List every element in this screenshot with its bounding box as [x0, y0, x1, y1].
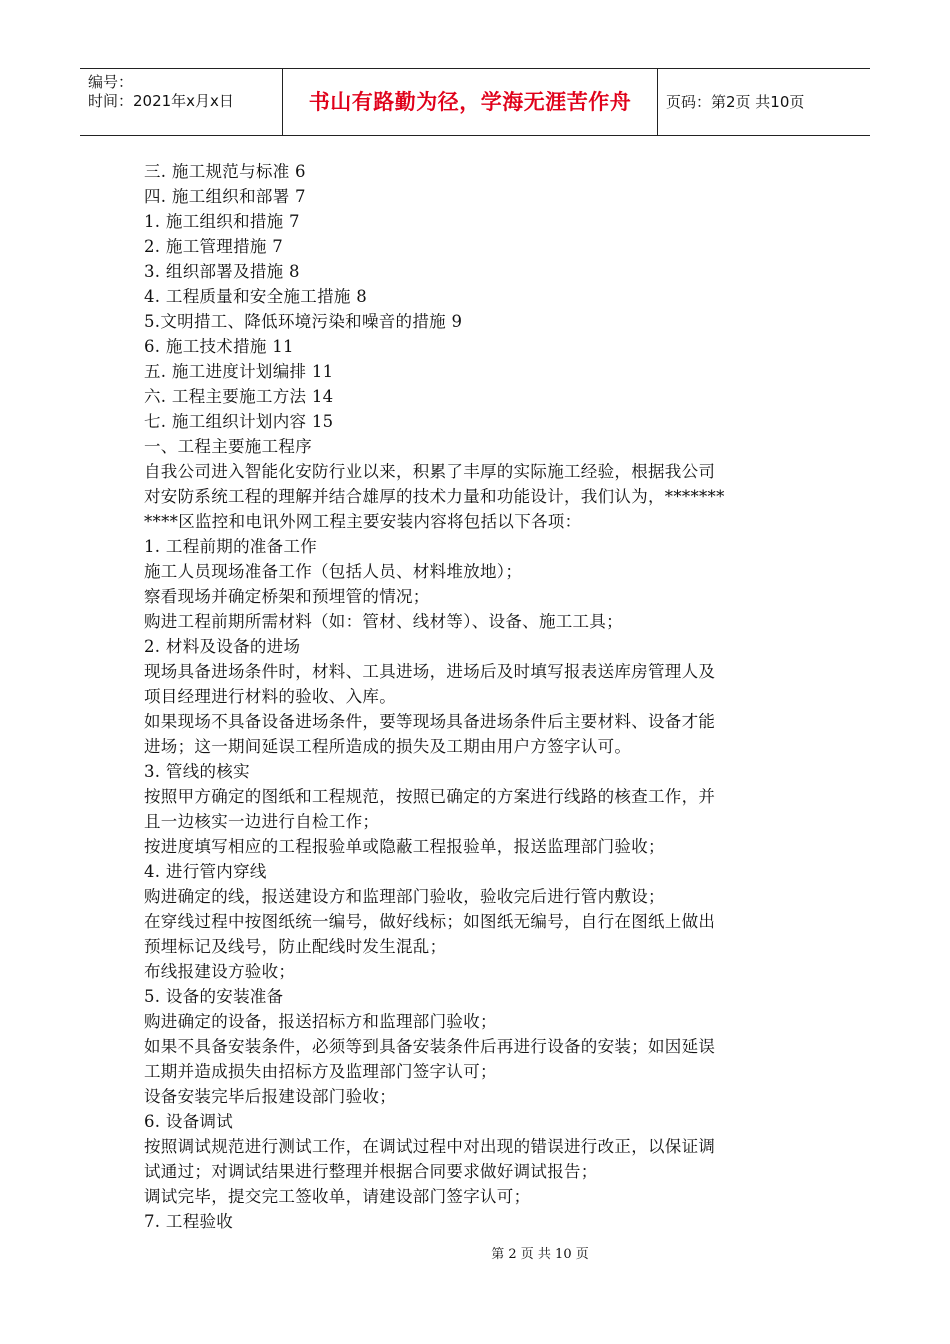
text-line: 现场具备进场条件时，材料、工具进场，进场后及时填写报表送库房管理人及 — [144, 662, 716, 681]
text-line: 如果现场不具备设备进场条件，要等现场具备进场条件后主要材料、设备才能 — [144, 712, 716, 731]
text-line: 对安防系统工程的理解并结合雄厚的技术力量和功能设计，我们认为，******* — [144, 487, 725, 506]
text-line: 察看现场并确定桥架和预埋管的情况； — [144, 587, 430, 606]
header-meta — [80, 69, 282, 135]
text-line: 2. 施工管理措施 7 — [144, 237, 284, 256]
time-label: 时间：2021年x月x日 — [88, 92, 234, 110]
text-line: 购进确定的线，报送建设方和监理部门验收，验收完后进行管内敷设； — [144, 887, 665, 906]
text-line: 按进度填写相应的工程报验单或隐蔽工程报验单，报送监理部门验收； — [144, 837, 665, 856]
header-motto: 书山有路勤为径，学海无涯苦作舟 — [308, 90, 632, 114]
text-line: 购进工程前期所需材料（如：管材、线材等）、设备、施工工具； — [144, 612, 623, 631]
text-line: 如果不具备安装条件，必须等到具备安装条件后再进行设备的安装；如因延误 — [144, 1037, 716, 1056]
text-line: 六. 工程主要施工方法 14 — [144, 387, 334, 406]
text-line: 预埋标记及线号，防止配线时发生混乱； — [144, 937, 447, 956]
text-line: 自我公司进入智能化安防行业以来，积累了丰厚的实际施工经验，根据我公司 — [144, 462, 716, 481]
text-line: 试通过；对调试结果进行整理并根据合同要求做好调试报告； — [144, 1162, 598, 1181]
text-line: 按照甲方确定的图纸和工程规范，按照已确定的方案进行线路的核查工作，并 — [144, 787, 716, 806]
text-line: 调试完毕，提交完工签收单，请建设部门签字认可； — [144, 1187, 531, 1206]
text-line: 3. 管线的核实 — [144, 762, 250, 781]
text-line: 在穿线过程中按图纸统一编号，做好线标；如图纸无编号，自行在图纸上做出 — [144, 912, 716, 931]
text-line: 一、工程主要施工程序 — [144, 437, 312, 456]
text-line: 项目经理进行材料的验收、入库。 — [144, 687, 396, 706]
text-line: 四. 施工组织和部署 7 — [144, 187, 306, 206]
text-line: 5. 设备的安装准备 — [144, 987, 284, 1006]
text-line: 6. 设备调试 — [144, 1112, 234, 1131]
text-line: 设备安装完毕后报建设部门验收； — [144, 1087, 396, 1106]
text-line: 七. 施工组织计划内容 15 — [144, 412, 334, 431]
text-line: 且一边核实一边进行自检工作； — [144, 812, 380, 831]
text-line: 按照调试规范进行测试工作，在调试过程中对出现的错误进行改正，以保证调 — [144, 1137, 716, 1156]
text-line: 布线报建设方验收； — [144, 962, 296, 981]
document-body — [144, 159, 814, 1234]
text-line: 2. 材料及设备的进场 — [144, 637, 301, 656]
text-line: 进场；这一期间延误工程所造成的损失及工期由用户方签字认可。 — [144, 737, 632, 756]
header-page-info: 页码：第2页 共10页 — [666, 93, 805, 111]
text-line: 7. 工程验收 — [144, 1212, 234, 1231]
text-line: 4. 工程质量和安全施工措施 8 — [144, 287, 368, 306]
text-line: 4. 进行管内穿线 — [144, 862, 267, 881]
text-line: 5.文明措工、降低环境污染和噪音的措施 9 — [144, 312, 463, 331]
text-line: 三. 施工规范与标准 6 — [144, 162, 306, 181]
text-line: 工期并造成损失由招标方及监理部门签字认可； — [144, 1062, 497, 1081]
text-line: ****区监控和电讯外网工程主要安装内容将包括以下各项： — [144, 512, 582, 531]
text-line: 五. 施工进度计划编排 11 — [144, 362, 334, 381]
text-line: 1. 施工组织和措施 7 — [144, 212, 300, 231]
text-line: 1. 工程前期的准备工作 — [144, 537, 318, 556]
text-line: 3. 组织部署及措施 8 — [144, 262, 300, 281]
doc-number-label: 编号： — [88, 73, 134, 91]
page-footer: 第 2 页 共 10 页 — [491, 1247, 589, 1262]
text-line: 施工人员现场准备工作（包括人员、材料堆放地）； — [144, 562, 523, 581]
text-line: 购进确定的设备，报送招标方和监理部门验收； — [144, 1012, 497, 1031]
text-line: 6. 施工技术措施 11 — [144, 337, 294, 356]
page-header — [80, 68, 870, 136]
